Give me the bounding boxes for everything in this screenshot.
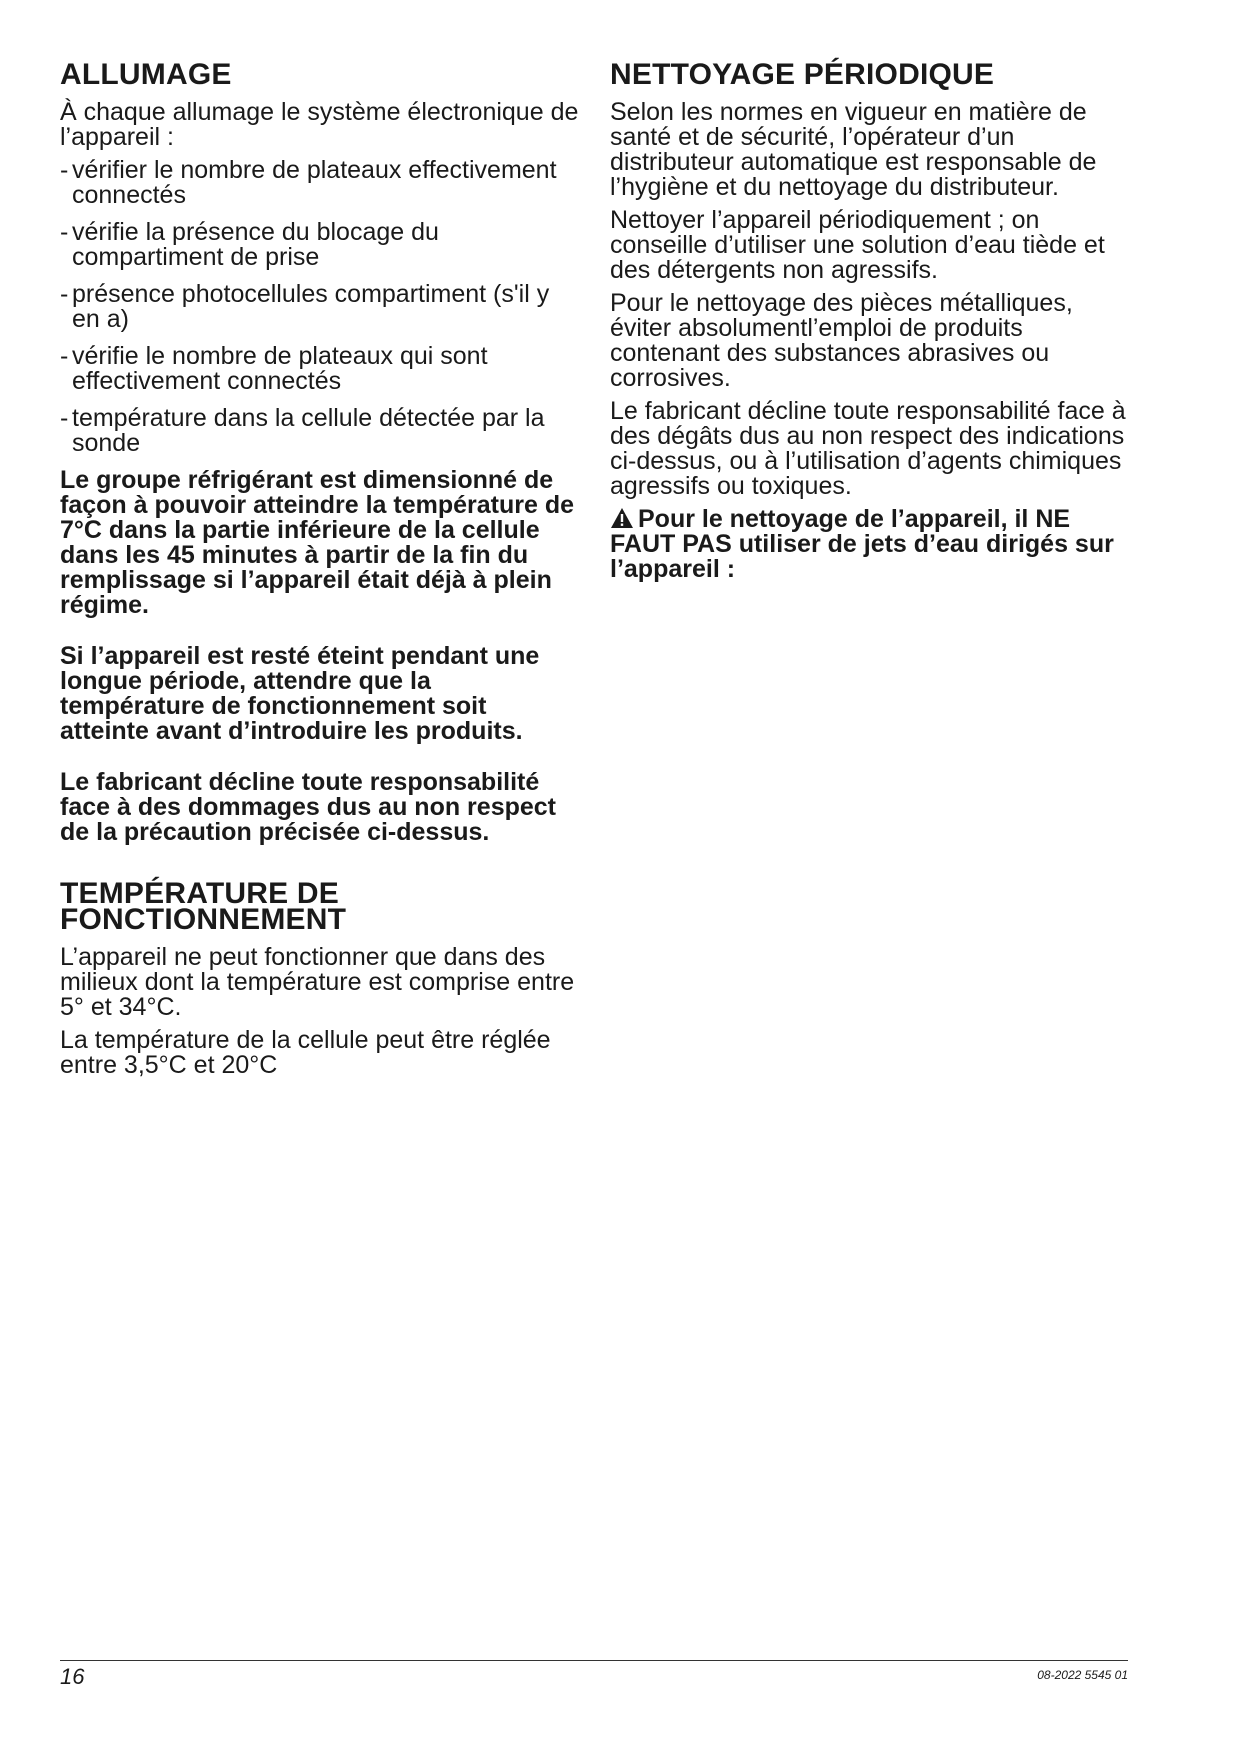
- left-column: [60, 58, 580, 1086]
- temperature-heading: TEMPÉRATURE DE FONCTIONNEMENT: [60, 877, 347, 936]
- allumage-heading: ALLUMAGE: [60, 58, 232, 91]
- list-item: - vérifie la présence du blocage du compartiment de prise: [60, 218, 439, 271]
- list-item: - vérifier le nombre de plateaux effectivement connectés: [60, 156, 557, 209]
- water-jet-warning: Pour le nettoyage de l’appareil, il NE FAUT PAS utiliser de jets d’eau dirigés sur l’appareil :: [610, 505, 1114, 583]
- page-number: 16: [60, 1664, 85, 1689]
- allumage-intro: À chaque allumage le système électronique de l’appareil :: [60, 98, 579, 151]
- right-column: [610, 58, 1130, 583]
- list-item: - température dans la cellule détectée par la sonde: [60, 404, 545, 457]
- temperature-paragraph: La température de la cellule peut être réglée entre 3,5°C et 20°C: [60, 1026, 551, 1079]
- nettoyage-paragraph: Nettoyer l’appareil périodiquement ; on conseille d’utiliser une solution d’eau tiède et des détergents non agressifs.: [610, 206, 1105, 284]
- warning-triangle-icon: [610, 507, 634, 529]
- long-shutdown-note: Si l’appareil est resté éteint pendant une longue période, attendre que la température de fonctionnement soit atteinte avant d’introduire les produits.: [60, 642, 540, 745]
- liability-note: Le fabricant décline toute responsabilité face à des dommages dus au non respect de la précaution précisée ci-dessus.: [60, 768, 556, 846]
- list-item: - vérifie le nombre de plateaux qui sont effectivement connectés: [60, 342, 488, 395]
- refrigeration-note: Le groupe réfrigérant est dimensionné de façon à pouvoir atteindre la température de 7°C dans la partie inférieure de la cellule dans les 45 minutes à partir de la fin du remplissage si l’appareil était déjà à plein régime.: [60, 466, 575, 619]
- footer-divider: [60, 1660, 1128, 1661]
- temperature-paragraph: L’appareil ne peut fonctionner que dans des milieux dont la température est comprise entre 5° et 34°C.: [60, 943, 575, 1021]
- document-code: 08-2022 5545 01: [1037, 1668, 1128, 1682]
- list-item: - présence photocellules compartiment (s'il y en a): [60, 280, 550, 333]
- nettoyage-heading: NETTOYAGE PÉRIODIQUE: [610, 58, 995, 91]
- nettoyage-paragraph: Selon les normes en vigueur en matière de santé et de sécurité, l’opérateur d’un distributeur automatique est responsable de l’hygiène et du nettoyage du distributeur.: [610, 98, 1097, 201]
- allumage-checklist: [60, 158, 580, 456]
- nettoyage-paragraph: Pour le nettoyage des pièces métalliques, éviter absolumentl’emploi de produits contenant des substances abrasives ou corrosives.: [610, 289, 1073, 392]
- nettoyage-paragraph: Le fabricant décline toute responsabilité face à des dégâts dus au non respect des indications ci-dessus, ou à l’utilisation d’agents chimiques agressifs ou toxiques.: [610, 397, 1126, 500]
